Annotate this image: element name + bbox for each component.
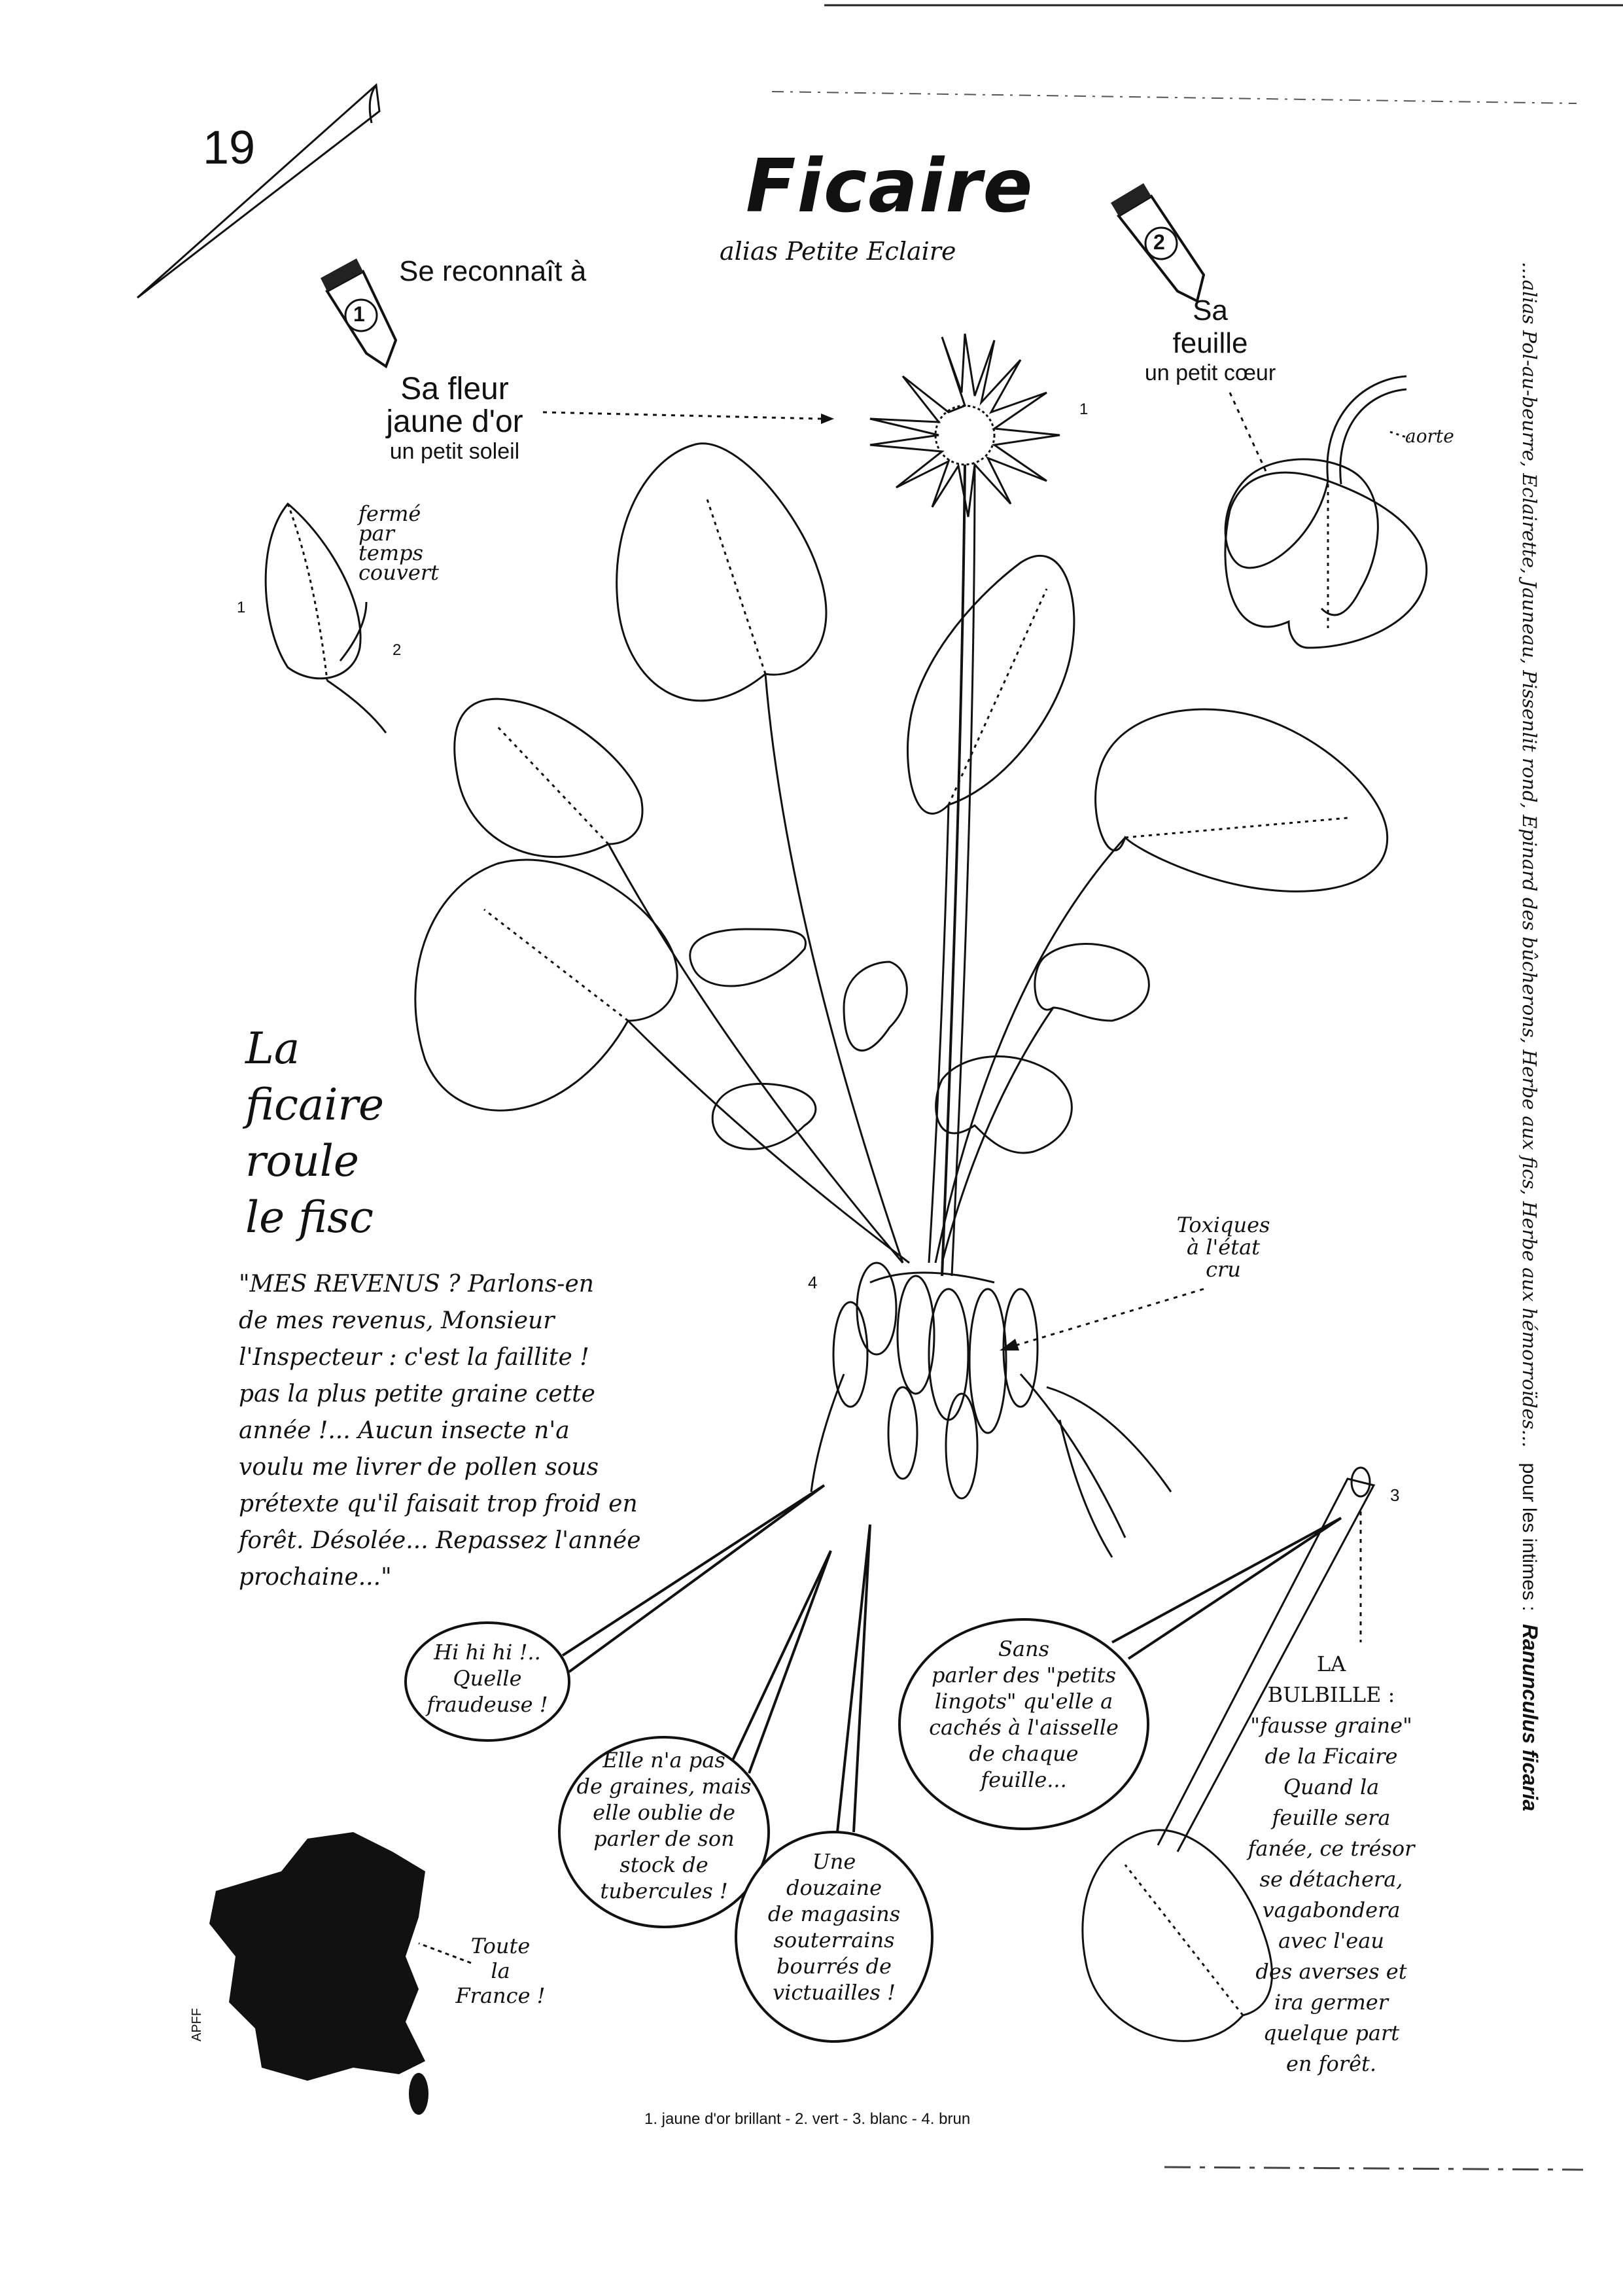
bubble-4-line: feuille... — [981, 1767, 1067, 1792]
bud-label-3: temps — [358, 540, 424, 565]
color-legend: 1. jaune d'or brillant - 2. vert - 3. blanc - 4. brun — [644, 2110, 971, 2128]
bubble-2-line: parler de son — [593, 1826, 735, 1851]
bulbille-title-1: LA — [1316, 1651, 1346, 1676]
page-number: 19 — [203, 122, 256, 174]
bulbille-line: des averses et — [1255, 1959, 1407, 1984]
callout-flower-1: 1 — [1079, 400, 1089, 418]
flower-label — [366, 373, 543, 465]
bud-label-2: par — [358, 521, 394, 546]
map-label-3: France ! — [455, 1983, 546, 2008]
bulbille-line: de la Ficaire — [1265, 1744, 1398, 1769]
side-latin: Ranunculus ficaria — [1518, 1623, 1542, 1812]
quote-line: voulu me livrer de pollen sous — [239, 1454, 599, 1481]
quote-line: l'Inspecteur : c'est la faillite ! — [239, 1344, 589, 1371]
bubble-4-line: parler des "petits — [931, 1663, 1117, 1687]
story-heading-1: La — [245, 1023, 300, 1074]
bulbille-line: vagabondera — [1262, 1898, 1401, 1922]
bulbille-line: se détachera, — [1259, 1867, 1403, 1892]
story-heading-4: le fisc — [245, 1192, 374, 1243]
toxic-label-2: à l'état — [1186, 1235, 1260, 1260]
bubble-3-line: victuailles ! — [773, 1980, 896, 2005]
bulbille-line: Quand la — [1283, 1775, 1380, 1799]
bubble-1-line: fraudeuse ! — [427, 1692, 548, 1717]
story-quote — [239, 1266, 641, 1596]
story-heading-3: roule — [245, 1136, 359, 1186]
bubble-3-line: souterrains — [773, 1928, 895, 1952]
bubble-4-line: lingots" qu'elle a — [934, 1689, 1113, 1714]
side-names-text: ...alias Pol-au-beurre, Eclairette, Jauneau, Pissenlit rond, Epinard des bûcherons, Herbe aux fics, Herbe aux hémorroïdes... — [1518, 262, 1541, 1448]
bubble-4 — [906, 1636, 1142, 1793]
crayon-number-1: 1 — [353, 302, 365, 326]
bubble-3-line: douzaine — [786, 1875, 882, 1900]
bubble-2-line: stock de — [620, 1852, 708, 1877]
bubble-3-line: bourrés de — [777, 1954, 892, 1979]
bulbille-text — [1243, 1649, 1420, 2079]
bulbille-line: en forêt. — [1285, 2051, 1377, 2076]
bubble-1-line: Quelle — [453, 1666, 522, 1691]
bubble-3 — [739, 1848, 929, 2005]
bud-label-4: couvert — [358, 560, 439, 585]
leaf-label-line2: feuille — [1172, 327, 1248, 359]
side-names — [1517, 262, 1543, 1812]
recognition-intro: Se reconnaît à — [399, 255, 587, 287]
toxic-label — [1171, 1214, 1276, 1280]
bubble-4-line: Sans — [998, 1636, 1050, 1661]
quote-line: forêt. Désolée... Repassez l'année — [239, 1527, 641, 1554]
bubble-2-line: Elle n'a pas — [602, 1748, 725, 1773]
callout-bulbille-3: 3 — [1390, 1485, 1400, 1505]
bulbille-title-2: BULBILLE : — [1267, 1682, 1395, 1707]
quote-line: prochaine..." — [239, 1564, 392, 1591]
bubble-1-line: Hi hi hi !.. — [434, 1640, 541, 1665]
leaf-detail-drawing — [1225, 376, 1427, 648]
bubble-2-line: tubercules ! — [600, 1879, 728, 1903]
page-title: Ficaire — [746, 144, 1034, 229]
toxic-label-3: cru — [1206, 1257, 1241, 1282]
callout-bud-1: 1 — [237, 599, 246, 616]
bulbille-line: quelque part — [1263, 2021, 1400, 2045]
callout-bud-2: 2 — [393, 641, 402, 659]
quote-line: "MES REVENUS ? Parlons-en — [239, 1271, 594, 1298]
quote-line: année !... Aucun insecte n'a — [239, 1417, 570, 1444]
bubble-4-line: cachés à l'aisselle — [929, 1715, 1119, 1740]
leaf-label-sub: un petit cœur — [1144, 361, 1276, 385]
flower-label-line1: Sa fleur — [400, 372, 509, 406]
story-heading-2: ficaire — [245, 1080, 385, 1130]
flower-label-line2: jaune d'or — [386, 404, 523, 439]
leaf-label-line1: Sa — [1193, 294, 1228, 327]
bulbille-line: feuille sera — [1272, 1805, 1391, 1830]
map-credit: APFF — [190, 2007, 204, 2041]
bulbille-line: ira germer — [1274, 1990, 1389, 2015]
quote-line: pas la plus petite graine cette — [239, 1381, 595, 1407]
aorte-label: aorte — [1405, 425, 1454, 447]
toxic-label-1: Toxiques — [1176, 1212, 1270, 1237]
bud-label — [358, 501, 439, 585]
flower-drawing — [870, 334, 1060, 1276]
bubble-3-line: de magasins — [767, 1901, 901, 1926]
bud-label-1: fermé — [358, 501, 421, 526]
bubble-3-line: Une — [812, 1849, 856, 1874]
crayon-number-2: 2 — [1153, 230, 1165, 254]
story-heading — [245, 1021, 384, 1246]
france-map — [209, 1832, 425, 2081]
flower-label-sub: un petit soleil — [389, 439, 520, 464]
bulbille-line: "fausse graine" — [1250, 1713, 1412, 1738]
map-label-2: la — [491, 1958, 510, 1983]
page-alias: alias Petite Eclaire — [720, 237, 956, 266]
bubble-2-line: elle oublie de — [593, 1800, 735, 1825]
tubers-drawing — [811, 1263, 1171, 1557]
bulbille-line: fanée, ce trésor — [1248, 1836, 1415, 1861]
bulbille-line: avec l'eau — [1278, 1928, 1384, 1953]
bubble-4-line: de chaque — [969, 1741, 1079, 1766]
quote-line: de mes revenus, Monsieur — [239, 1307, 555, 1334]
bubble-2 — [559, 1747, 769, 1904]
callout-tuber-4: 4 — [808, 1273, 818, 1292]
leaf-label — [1125, 294, 1295, 386]
bubble-2-line: de graines, mais — [576, 1774, 752, 1799]
map-label-1: Toute — [470, 1934, 531, 1958]
bubble-1 — [412, 1639, 563, 1718]
quote-line: prétexte qu'il faisait trop froid en — [239, 1491, 638, 1517]
side-intimes: pour les intimes : — [1518, 1462, 1540, 1612]
map-label — [455, 1934, 546, 2008]
